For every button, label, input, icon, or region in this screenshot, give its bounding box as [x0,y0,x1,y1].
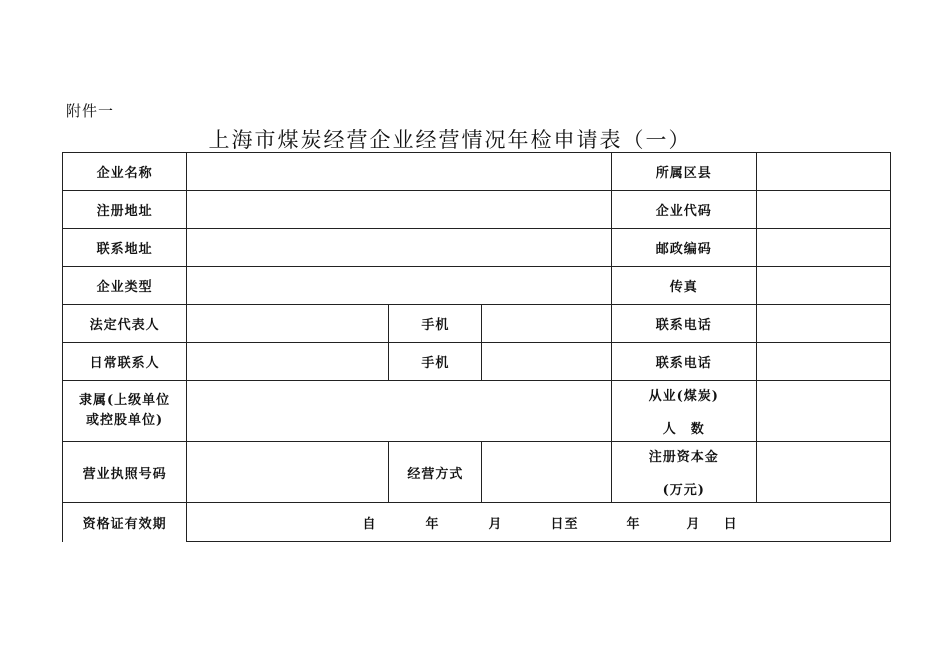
label-capital-line1: 注册资本金 [648,450,719,465]
label-employees [611,381,756,442]
period-year-2: 年 [626,516,641,532]
license-no-field[interactable] [187,442,389,503]
label-employees-line1: 从业(煤炭) [648,389,719,404]
row-company-name [63,153,891,191]
daily-contact-field[interactable] [187,343,389,381]
period-day-to: 日至 [550,516,579,532]
capital-field[interactable] [756,442,890,503]
label-company-code: 企业代码 [611,191,756,229]
daily-contact-phone-field[interactable] [756,343,890,381]
label-company-type: 企业类型 [63,267,187,305]
label-fax: 传真 [611,267,756,305]
period-from: 自 [362,516,377,532]
affiliation-field[interactable] [187,381,612,442]
label-license-no: 营业执照号码 [63,442,187,503]
period-month-2: 月 [686,516,701,532]
employees-field[interactable] [756,381,890,442]
label-contact-address: 联系地址 [63,229,187,267]
annex-label: 附件一 [66,102,115,120]
label-affiliation-line2: 或控股单位) [85,413,164,428]
label-phone: 联系电话 [611,305,756,343]
label-reg-address: 注册地址 [63,191,187,229]
label-company-name: 企业名称 [63,153,187,191]
legal-rep-phone-field[interactable] [756,305,890,343]
label-affiliation [63,381,187,442]
row-company-type [63,267,891,305]
row-license [63,442,891,503]
label-phone-2: 联系电话 [611,343,756,381]
row-reg-address [63,191,891,229]
label-capital-line2: (万元) [662,483,705,498]
label-affiliation-line1: 隶属(上级单位 [78,393,171,408]
row-legal-rep [63,305,891,343]
label-postal-code: 邮政编码 [611,229,756,267]
label-mobile: 手机 [389,305,482,343]
label-business-mode: 经营方式 [389,442,482,503]
label-mobile-2: 手机 [389,343,482,381]
label-capital [611,442,756,503]
daily-contact-mobile-field[interactable] [482,343,611,381]
period-day: 日 [723,516,738,532]
row-affiliation [63,381,891,442]
label-validity: 资格证有效期 [63,503,187,542]
contact-address-field[interactable] [187,229,612,267]
company-type-field[interactable] [187,267,612,305]
business-mode-field[interactable] [482,442,611,503]
postal-code-field[interactable] [756,229,890,267]
row-contact-address [63,229,891,267]
label-daily-contact: 日常联系人 [63,343,187,381]
label-district: 所属区县 [611,153,756,191]
label-legal-rep: 法定代表人 [63,305,187,343]
validity-period-field[interactable] [187,503,891,542]
period-year: 年 [425,516,440,532]
legal-rep-mobile-field[interactable] [482,305,611,343]
district-field[interactable] [756,153,890,191]
row-validity [63,503,891,542]
label-employees-line2: 人 数 [662,422,705,437]
application-form-table [62,152,891,542]
legal-rep-field[interactable] [187,305,389,343]
period-month: 月 [488,516,503,532]
company-name-field[interactable] [187,153,612,191]
row-daily-contact [63,343,891,381]
fax-field[interactable] [756,267,890,305]
company-code-field[interactable] [756,191,890,229]
form-title: 上海市煤炭经营企业经营情况年检申请表（一） [208,128,692,152]
reg-address-field[interactable] [187,191,612,229]
